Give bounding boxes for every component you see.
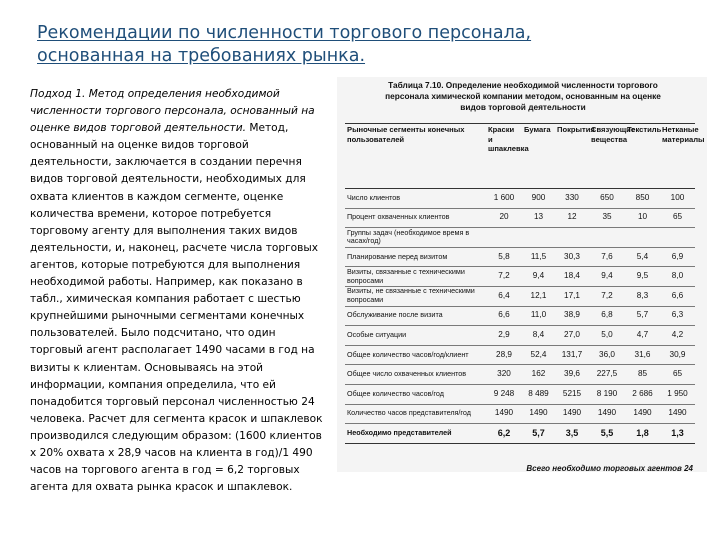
total-agents: Всего необходимо торговых агентов 24 xyxy=(526,464,693,473)
cell-value: 8 190 xyxy=(589,384,625,404)
column-header: Связующие вещества xyxy=(589,124,625,189)
table-caption xyxy=(345,80,701,113)
row-label: Общее количество часов/год/клиент xyxy=(345,345,486,365)
table-row xyxy=(345,208,695,228)
cell-value: 9,4 xyxy=(522,267,555,287)
cell-value: 1490 xyxy=(660,404,695,424)
method-description: Метод, основанный на оценке видов торговой деятельности, заключается в создании перечня видов торговой деятельности, необходимых для охвата клиентов в каждом сегменте, оценке количества времени, которое потребуется торговому агенту для выполнения таких видов деятельности, и, наконец, расчете числа торговых агентов, которые потребуются для выполнения необходимой работы. Например, как показано в табл., химическая компания работает с шестью крупнейшими рыночными сегментами конечных пользователей. Было подсчитано, что один торговый агент располагает 1490 часами в год на визиты к клиентам. Основываясь на этой информации, компания определила, что ей понадобится торговый персонал численностью 24 человека. Расчет для сегмента красок и шпаклевок производился следующим образом: (1600 клиентов х 20% охвата х 28,9 часов на клиента в год)/1 490 часов на торгового агента в год = 6,2 торговых агента для охвата рынка красок и шпаклевок. xyxy=(30,122,323,494)
cell-value xyxy=(486,228,522,248)
cell-value: 2 686 xyxy=(625,384,660,404)
cell-value: 31,6 xyxy=(625,345,660,365)
cell-value: 1,3 xyxy=(660,424,695,444)
table-row xyxy=(345,189,695,209)
cell-value: 5215 xyxy=(555,384,589,404)
cell-value: 9 248 xyxy=(486,384,522,404)
cell-value: 5,0 xyxy=(589,326,625,346)
cell-value: 5,7 xyxy=(522,424,555,444)
table-row xyxy=(345,384,695,404)
cell-value: 100 xyxy=(660,189,695,209)
cell-value: 1490 xyxy=(486,404,522,424)
row-label: Группы задач (необходимое время в часах/год) xyxy=(345,228,486,248)
cell-value: 12 xyxy=(555,208,589,228)
row-label: Общее число охваченных клиентов xyxy=(345,365,486,385)
cell-value: 9,5 xyxy=(625,267,660,287)
row-label: Обслуживание после визита xyxy=(345,306,486,326)
table-row xyxy=(345,365,695,385)
cell-value: 18,4 xyxy=(555,267,589,287)
table-caption-line: Таблица 7.10. Определение необходимой численности торгового xyxy=(388,80,658,90)
cell-value: 1490 xyxy=(625,404,660,424)
row-label: Общее количество часов/год xyxy=(345,384,486,404)
cell-value: 1490 xyxy=(555,404,589,424)
page-title xyxy=(37,22,637,68)
staffing-table xyxy=(345,123,705,444)
method-heading: Подход 1. Метод определения необходимой численности торгового персонала, основанный на оценке видов торговой деятельности. xyxy=(30,88,315,135)
cell-value: 6,8 xyxy=(589,306,625,326)
table-row xyxy=(345,404,695,424)
cell-value: 6,4 xyxy=(486,286,522,306)
cell-value: 20 xyxy=(486,208,522,228)
cell-value: 4,2 xyxy=(660,326,695,346)
cell-value: 35 xyxy=(589,208,625,228)
table-row xyxy=(345,228,695,248)
column-header: Нетканые материалы xyxy=(660,124,695,189)
cell-value: 27,0 xyxy=(555,326,589,346)
table-caption-line: персонала химической компании методом, основанным на оценке xyxy=(385,91,661,101)
cell-value xyxy=(660,228,695,248)
cell-value: 6,3 xyxy=(660,306,695,326)
cell-value: 1 600 xyxy=(486,189,522,209)
row-label: Визиты, не связанные с техническими вопросами xyxy=(345,286,486,306)
cell-value: 6,9 xyxy=(660,247,695,267)
cell-value: 8,3 xyxy=(625,286,660,306)
header-row xyxy=(345,124,695,189)
cell-value: 30,9 xyxy=(660,345,695,365)
column-header: Краски и шпаклевка xyxy=(486,124,522,189)
column-header: Текстиль xyxy=(625,124,660,189)
cell-value: 39,6 xyxy=(555,365,589,385)
row-label: Число клиентов xyxy=(345,189,486,209)
row-label: Визиты, связанные с техническими вопросами xyxy=(345,267,486,287)
body-text xyxy=(30,86,330,496)
cell-value: 7,2 xyxy=(486,267,522,287)
title-line-2: основанная на требованиях рынка. xyxy=(37,46,366,66)
cell-value: 162 xyxy=(522,365,555,385)
cell-value: 227,5 xyxy=(589,365,625,385)
cell-value: 5,8 xyxy=(486,247,522,267)
cell-value: 13 xyxy=(522,208,555,228)
row-label: Планирование перед визитом xyxy=(345,247,486,267)
cell-value: 5,4 xyxy=(625,247,660,267)
cell-value xyxy=(625,228,660,248)
table-scan xyxy=(337,77,707,472)
cell-value: 65 xyxy=(660,208,695,228)
cell-value: 6,6 xyxy=(660,286,695,306)
cell-value: 8,0 xyxy=(660,267,695,287)
cell-value: 2,9 xyxy=(486,326,522,346)
table-row xyxy=(345,345,695,365)
cell-value xyxy=(589,228,625,248)
table-row xyxy=(345,267,695,287)
cell-value: 28,9 xyxy=(486,345,522,365)
cell-value xyxy=(522,228,555,248)
cell-value: 5,7 xyxy=(625,306,660,326)
cell-value: 3,5 xyxy=(555,424,589,444)
cell-value: 85 xyxy=(625,365,660,385)
table-header xyxy=(345,124,705,189)
table-row xyxy=(345,326,695,346)
cell-value: 1490 xyxy=(589,404,625,424)
column-header: Покрытия xyxy=(555,124,589,189)
cell-value: 1490 xyxy=(522,404,555,424)
cell-value: 6,2 xyxy=(486,424,522,444)
cell-value: 38,9 xyxy=(555,306,589,326)
segment-header: Рыночные сегменты конечных пользователей xyxy=(345,124,486,189)
cell-value: 36,0 xyxy=(589,345,625,365)
cell-value: 11,5 xyxy=(522,247,555,267)
cell-value: 900 xyxy=(522,189,555,209)
table-row xyxy=(345,424,695,444)
title-line-1: Рекомендации по численности торгового персонала, xyxy=(37,23,532,43)
cell-value: 30,3 xyxy=(555,247,589,267)
row-label: Необходимо представителей xyxy=(345,424,486,444)
cell-value: 330 xyxy=(555,189,589,209)
cell-value: 320 xyxy=(486,365,522,385)
cell-value: 11,0 xyxy=(522,306,555,326)
table-row xyxy=(345,247,695,267)
table-body xyxy=(345,189,695,444)
cell-value: 1 950 xyxy=(660,384,695,404)
cell-value: 12,1 xyxy=(522,286,555,306)
cell-value: 6,6 xyxy=(486,306,522,326)
cell-value: 52,4 xyxy=(522,345,555,365)
cell-value: 4,7 xyxy=(625,326,660,346)
cell-value: 7,2 xyxy=(589,286,625,306)
cell-value: 5,5 xyxy=(589,424,625,444)
cell-value: 1,8 xyxy=(625,424,660,444)
cell-value: 65 xyxy=(660,365,695,385)
cell-value: 8 489 xyxy=(522,384,555,404)
table-caption-line: видов торговой деятельности xyxy=(460,102,586,112)
cell-value: 850 xyxy=(625,189,660,209)
cell-value: 17,1 xyxy=(555,286,589,306)
row-label: Процент охваченных клиентов xyxy=(345,208,486,228)
cell-value: 650 xyxy=(589,189,625,209)
column-header: Бумага xyxy=(522,124,555,189)
cell-value: 7,6 xyxy=(589,247,625,267)
table-row xyxy=(345,306,695,326)
cell-value xyxy=(555,228,589,248)
cell-value: 9,4 xyxy=(589,267,625,287)
cell-value: 10 xyxy=(625,208,660,228)
row-label: Особые ситуации xyxy=(345,326,486,346)
cell-value: 131,7 xyxy=(555,345,589,365)
table-row xyxy=(345,286,695,306)
row-label: Количество часов представителя/год xyxy=(345,404,486,424)
cell-value: 8,4 xyxy=(522,326,555,346)
